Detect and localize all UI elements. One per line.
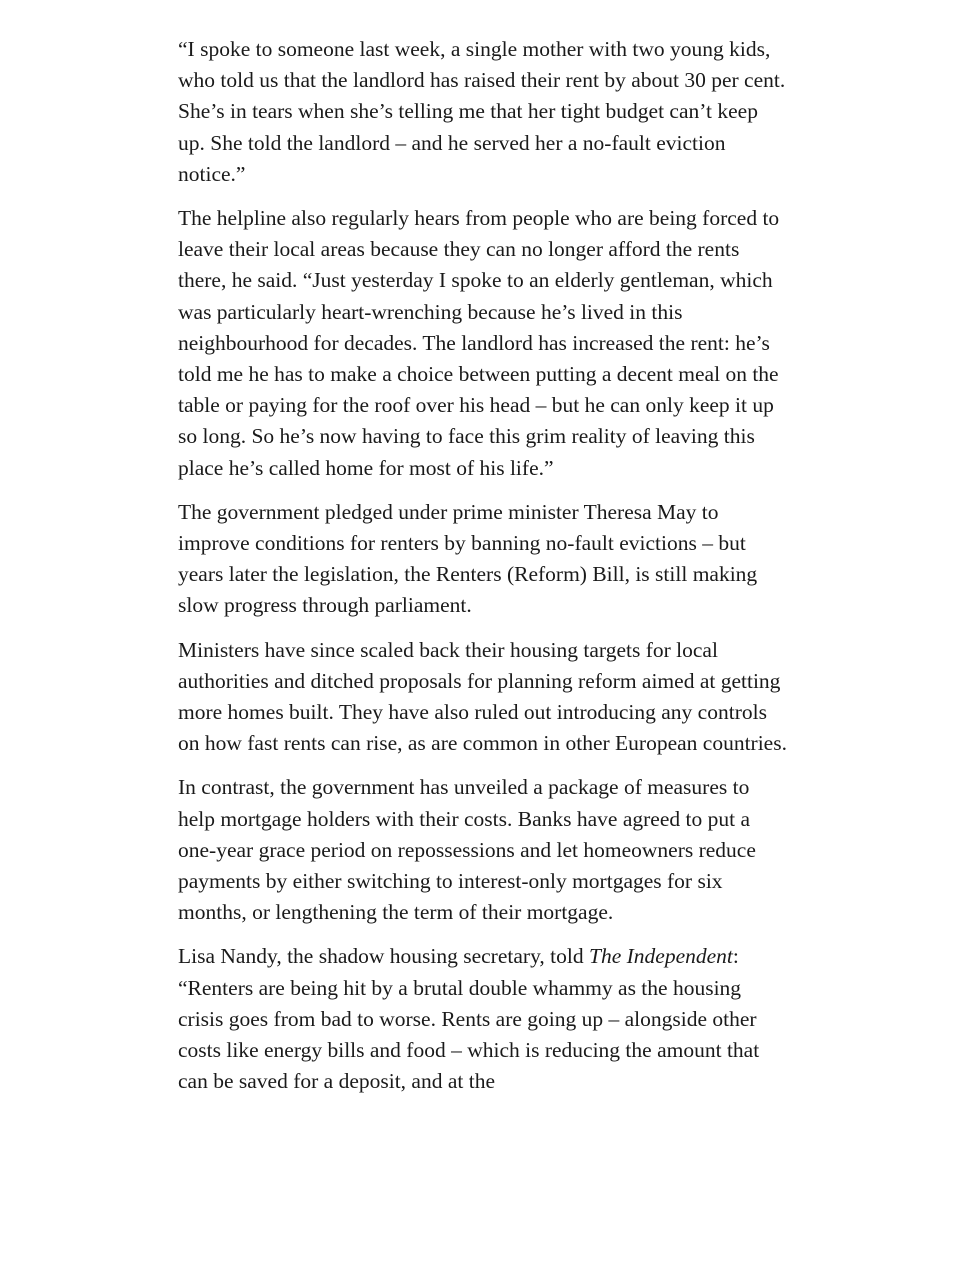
paragraph-ministers-targets: Ministers have since scaled back their housing targets for local authorities and ditched proposals for planning reform aimed at getting more homes built. They have also ruled out introducing any controls on how fast rents can rise, as are common in other European countries.	[178, 637, 787, 756]
publication-name: The Independent	[589, 944, 733, 969]
nandy-quote-intro: Lisa Nandy, the shadow housing secretary, told	[178, 944, 589, 969]
paragraph-government-pledge: The government pledged under prime minister Theresa May to improve conditions for renters by banning no-fault evictions – but years later the legislation, the Renters (Reform) Bill, is still making slow progress through parliament.	[178, 499, 758, 618]
article-body	[178, 34, 790, 1111]
paragraph-single-mother-quote: “I spoke to someone last week, a single mother with two young kids, who told us that the landlord has raised their rent by about 30 per cent. She’s in tears when she’s telling me that her tight budget can’t keep up. She told the landlord – and he served her a no-fault eviction notice.”	[178, 37, 786, 186]
nandy-quote-text: : “Renters are being hit by a brutal double whammy as the housing crisis goes from bad to worse. Rents are going up – alongside other costs like energy bills and food – which is reducing the amount that can be saved for a deposit, and at the	[178, 944, 760, 1094]
paragraph-lisa-nandy-quote	[178, 941, 790, 1097]
paragraph-mortgage-measures: In contrast, the government has unveiled a package of measures to help mortgage holders with their costs. Banks have agreed to put a one-year grace period on repossessions and let homeowners reduce payments by either switching to interest-only mortgages for six months, or lengthening the term of their mortgage.	[178, 775, 756, 925]
paragraph-helpline-elderly: The helpline also regularly hears from people who are being forced to leave their local areas because they can no longer afford the rents there, he said. “Just yesterday I spoke to an elderly gentleman, which was particularly heart-wrenching because he’s lived in this neighbourhood for decades. The landlord has increased the rent: he’s told me he has to make a choice between putting a decent meal on the table or paying for the roof over his head – but he can only keep it up so long. So he’s now having to face this grim reality of leaving this place he’s called home for most of his life.”	[178, 206, 780, 480]
